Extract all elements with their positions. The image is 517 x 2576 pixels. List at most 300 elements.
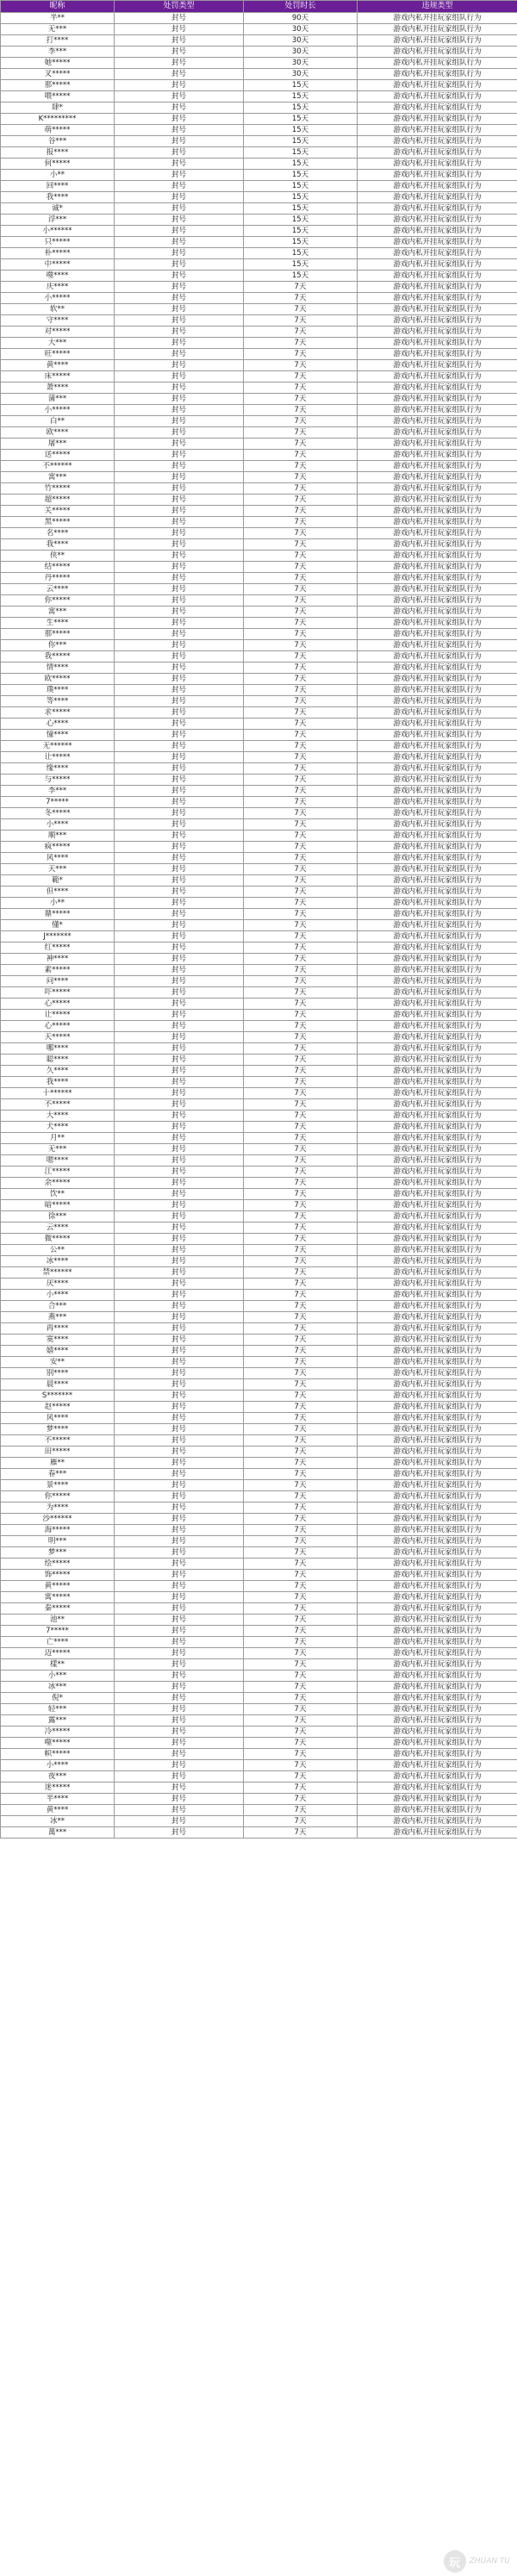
table-row (1, 1794, 517, 1805)
table-row (1, 1357, 517, 1368)
cell-penalty-type: 封号 (115, 1458, 244, 1469)
table-row (1, 472, 517, 483)
cell-violation-type: 游戏内私开挂玩家组队行为 (358, 1794, 517, 1805)
table-row (1, 114, 517, 125)
cell-penalty-type: 封号 (115, 248, 244, 259)
table-row (1, 1704, 517, 1715)
cell-nickname: 她***** (1, 58, 115, 69)
cell-penalty-duration: 7天 (244, 1727, 358, 1738)
cell-violation-type: 游戏内私开挂玩家组队行为 (358, 506, 517, 517)
cell-penalty-duration: 7天 (244, 584, 358, 595)
cell-nickname: 冰**** (1, 1256, 115, 1267)
cell-violation-type: 游戏内私开挂玩家组队行为 (358, 1659, 517, 1671)
cell-penalty-type: 封号 (115, 1637, 244, 1648)
cell-violation-type: 游戏内私开挂玩家组队行为 (358, 943, 517, 954)
cell-penalty-duration: 7天 (244, 1704, 358, 1715)
cell-nickname: 无*** (1, 24, 115, 35)
cell-penalty-duration: 7天 (244, 461, 358, 472)
cell-penalty-type: 封号 (115, 1816, 244, 1827)
cell-nickname: 久**** (1, 1066, 115, 1077)
table-row (1, 1189, 517, 1200)
cell-penalty-type: 封号 (115, 416, 244, 427)
cell-penalty-duration: 7天 (244, 1021, 358, 1032)
cell-violation-type: 游戏内私开挂玩家组队行为 (358, 517, 517, 528)
cell-violation-type: 游戏内私开挂玩家组队行为 (358, 1816, 517, 1827)
cell-violation-type: 游戏内私开挂玩家组队行为 (358, 483, 517, 495)
cell-violation-type: 游戏内私开挂玩家组队行为 (358, 237, 517, 248)
cell-nickname: 心***** (1, 999, 115, 1010)
cell-penalty-duration: 7天 (244, 1290, 358, 1301)
cell-nickname: 再**** (1, 1323, 115, 1335)
cell-penalty-duration: 7天 (244, 1122, 358, 1133)
table-row (1, 1413, 517, 1424)
cell-penalty-duration: 7天 (244, 1391, 358, 1402)
cell-penalty-duration: 7天 (244, 1491, 358, 1503)
cell-penalty-type: 封号 (115, 1794, 244, 1805)
cell-nickname: 李*** (1, 47, 115, 58)
cell-violation-type: 游戏内私开挂玩家组队行为 (358, 1088, 517, 1099)
cell-violation-type: 游戏内私开挂玩家组队行为 (358, 80, 517, 91)
cell-penalty-duration: 7天 (244, 1581, 358, 1592)
cell-penalty-duration: 7天 (244, 371, 358, 383)
cell-penalty-type: 封号 (115, 1413, 244, 1424)
table-row (1, 1738, 517, 1749)
cell-nickname: 问**** (1, 976, 115, 987)
cell-penalty-duration: 7天 (244, 495, 358, 506)
cell-penalty-duration: 7天 (244, 472, 358, 483)
table-row (1, 1424, 517, 1435)
cell-nickname: 对***** (1, 327, 115, 338)
cell-penalty-type: 封号 (115, 1536, 244, 1547)
cell-penalty-duration: 7天 (244, 427, 358, 439)
cell-violation-type: 游戏内私开挂玩家组队行为 (358, 528, 517, 539)
cell-penalty-duration: 7天 (244, 1402, 358, 1413)
cell-penalty-duration: 7天 (244, 1480, 358, 1491)
cell-penalty-duration: 15天 (244, 170, 358, 181)
cell-penalty-type: 封号 (115, 1032, 244, 1043)
watermark-logo-icon: 玩 (444, 2550, 466, 2573)
cell-violation-type: 游戏内私开挂玩家组队行为 (358, 1234, 517, 1245)
cell-violation-type: 游戏内私开挂玩家组队行为 (358, 1189, 517, 1200)
cell-penalty-duration: 15天 (244, 125, 358, 136)
cell-nickname: 欧***** (1, 674, 115, 685)
cell-violation-type: 游戏内私开挂玩家组队行为 (358, 1312, 517, 1323)
table-row (1, 931, 517, 943)
cell-penalty-duration: 7天 (244, 741, 358, 752)
cell-violation-type: 游戏内私开挂玩家组队行为 (358, 1335, 517, 1346)
cell-violation-type: 游戏内私开挂玩家组队行为 (358, 1682, 517, 1693)
table-row (1, 987, 517, 999)
cell-violation-type: 游戏内私开挂玩家组队行为 (358, 69, 517, 80)
cell-penalty-duration: 7天 (244, 887, 358, 898)
cell-penalty-duration: 7天 (244, 517, 358, 528)
table-row (1, 1693, 517, 1704)
cell-penalty-duration: 7天 (244, 1469, 358, 1480)
cell-penalty-duration: 7天 (244, 1816, 358, 1827)
cell-penalty-duration: 7天 (244, 786, 358, 797)
cell-violation-type: 游戏内私开挂玩家组队行为 (358, 1547, 517, 1559)
cell-nickname: 中***** (1, 259, 115, 271)
cell-violation-type: 游戏内私开挂玩家组队行为 (358, 562, 517, 573)
table-row (1, 1536, 517, 1547)
cell-nickname: 景**** (1, 1480, 115, 1491)
cell-nickname: 白** (1, 416, 115, 427)
cell-penalty-type: 封号 (115, 976, 244, 987)
cell-penalty-duration: 7天 (244, 618, 358, 629)
cell-penalty-type: 封号 (115, 405, 244, 416)
cell-penalty-duration: 7天 (244, 595, 358, 607)
cell-penalty-type: 封号 (115, 898, 244, 909)
cell-penalty-duration: 7天 (244, 349, 358, 360)
cell-nickname: 冷***** (1, 1727, 115, 1738)
cell-penalty-type: 封号 (115, 159, 244, 170)
cell-violation-type: 游戏内私开挂玩家组队行为 (358, 450, 517, 461)
cell-penalty-type: 封号 (115, 1290, 244, 1301)
cell-penalty-type: 封号 (115, 1155, 244, 1167)
table-row (1, 13, 517, 24)
cell-penalty-duration: 7天 (244, 965, 358, 976)
cell-nickname: 叉***** (1, 69, 115, 80)
cell-penalty-duration: 7天 (244, 1256, 358, 1267)
table-row (1, 607, 517, 618)
cell-penalty-duration: 7天 (244, 1715, 358, 1727)
cell-penalty-duration: 7天 (244, 1346, 358, 1357)
cell-violation-type: 游戏内私开挂玩家组队行为 (358, 595, 517, 607)
cell-penalty-type: 封号 (115, 1167, 244, 1178)
cell-penalty-type: 封号 (115, 203, 244, 215)
table-row (1, 170, 517, 181)
cell-nickname: 软** (1, 304, 115, 315)
cell-nickname: 让***** (1, 1010, 115, 1021)
cell-violation-type: 游戏内私开挂玩家组队行为 (358, 24, 517, 35)
cell-nickname: 谷*** (1, 136, 115, 147)
cell-nickname: 吓***** (1, 987, 115, 999)
cell-nickname: 寞**** (1, 1335, 115, 1346)
cell-nickname: 江***** (1, 1167, 115, 1178)
cell-nickname: 噬**** (1, 271, 115, 282)
cell-penalty-duration: 7天 (244, 1760, 358, 1771)
cell-penalty-duration: 30天 (244, 47, 358, 58)
cell-penalty-duration: 7天 (244, 1592, 358, 1603)
cell-nickname: 守**** (1, 315, 115, 327)
cell-nickname: 寓*** (1, 607, 115, 618)
table-row (1, 741, 517, 752)
cell-penalty-duration: 7天 (244, 1659, 358, 1671)
cell-violation-type: 游戏内私开挂玩家组队行为 (358, 819, 517, 831)
cell-violation-type: 游戏内私开挂玩家组队行为 (358, 663, 517, 674)
table-row (1, 819, 517, 831)
table-row (1, 976, 517, 987)
cell-penalty-type: 封号 (115, 215, 244, 226)
cell-penalty-duration: 7天 (244, 1133, 358, 1144)
cell-penalty-type: 封号 (115, 439, 244, 450)
table-row (1, 719, 517, 730)
cell-penalty-type: 封号 (115, 1659, 244, 1671)
cell-nickname: 我**** (1, 539, 115, 551)
table-row (1, 1211, 517, 1223)
cell-violation-type: 游戏内私开挂玩家组队行为 (358, 1592, 517, 1603)
cell-penalty-duration: 7天 (244, 864, 358, 875)
cell-nickname: 冰** (1, 1816, 115, 1827)
table-row (1, 651, 517, 663)
cell-penalty-duration: 7天 (244, 954, 358, 965)
cell-violation-type: 游戏内私开挂玩家组队行为 (358, 472, 517, 483)
table-row (1, 1178, 517, 1189)
table-row (1, 1379, 517, 1391)
cell-penalty-type: 封号 (115, 1447, 244, 1458)
table-row (1, 1133, 517, 1144)
cell-violation-type: 游戏内私开挂玩家组队行为 (358, 1469, 517, 1480)
cell-nickname: 风**** (1, 1413, 115, 1424)
cell-penalty-type: 封号 (115, 1346, 244, 1357)
cell-nickname: 顺*** (1, 831, 115, 842)
cell-nickname: 寓*** (1, 472, 115, 483)
table-row (1, 1760, 517, 1771)
cell-penalty-type: 封号 (115, 1760, 244, 1771)
cell-penalty-duration: 7天 (244, 1066, 358, 1077)
cell-violation-type: 游戏内私开挂玩家组队行为 (358, 58, 517, 69)
cell-penalty-type: 封号 (115, 629, 244, 640)
cell-penalty-type: 封号 (115, 181, 244, 192)
cell-penalty-duration: 7天 (244, 1603, 358, 1615)
cell-penalty-duration: 15天 (244, 147, 358, 159)
table-row (1, 371, 517, 383)
cell-penalty-type: 封号 (115, 394, 244, 405)
table-row (1, 282, 517, 293)
cell-nickname: 禁****** (1, 1267, 115, 1279)
cell-penalty-type: 封号 (115, 1256, 244, 1267)
table-row (1, 1279, 517, 1290)
cell-nickname: 安** (1, 1357, 115, 1368)
cell-violation-type: 游戏内私开挂玩家组队行为 (358, 1167, 517, 1178)
cell-penalty-type: 封号 (115, 786, 244, 797)
table-row (1, 1267, 517, 1279)
table-row (1, 943, 517, 954)
cell-penalty-duration: 15天 (244, 271, 358, 282)
cell-nickname: 肆* (1, 103, 115, 114)
cell-nickname: 不***** (1, 1435, 115, 1447)
cell-violation-type: 游戏内私开挂玩家组队行为 (358, 1032, 517, 1043)
table-row (1, 349, 517, 360)
cell-nickname: 我***** (1, 651, 115, 663)
cell-penalty-type: 封号 (115, 808, 244, 819)
table-row (1, 1671, 517, 1682)
header-row (1, 1, 517, 13)
table-row (1, 1223, 517, 1234)
cell-nickname: 李*** (1, 786, 115, 797)
cell-nickname: 黄**** (1, 1805, 115, 1816)
cell-nickname: 心***** (1, 1021, 115, 1032)
cell-nickname: 十****** (1, 1088, 115, 1099)
cell-penalty-type: 封号 (115, 1312, 244, 1323)
table-row (1, 226, 517, 237)
cell-nickname: 明*** (1, 1536, 115, 1547)
cell-penalty-duration: 7天 (244, 1032, 358, 1043)
cell-penalty-type: 封号 (115, 663, 244, 674)
cell-nickname: 迷***** (1, 1783, 115, 1794)
cell-violation-type: 游戏内私开挂玩家组队行为 (358, 1615, 517, 1626)
cell-nickname: 绘***** (1, 1559, 115, 1570)
cell-penalty-type: 封号 (115, 360, 244, 371)
cell-penalty-duration: 7天 (244, 987, 358, 999)
cell-violation-type: 游戏内私开挂玩家组队行为 (358, 842, 517, 853)
cell-penalty-type: 封号 (115, 539, 244, 551)
cell-penalty-type: 封号 (115, 1592, 244, 1603)
cell-penalty-type: 封号 (115, 965, 244, 976)
cell-penalty-type: 封号 (115, 887, 244, 898)
cell-nickname: 樣** (1, 1659, 115, 1671)
cell-violation-type: 游戏内私开挂玩家组队行为 (358, 629, 517, 640)
cell-nickname: 晨**** (1, 1379, 115, 1391)
cell-violation-type: 游戏内私开挂玩家组队行为 (358, 293, 517, 304)
cell-penalty-type: 封号 (115, 13, 244, 24)
table-row (1, 405, 517, 416)
cell-nickname: 诚* (1, 203, 115, 215)
cell-violation-type: 游戏内私开挂玩家组队行为 (358, 114, 517, 125)
cell-penalty-duration: 7天 (244, 1525, 358, 1536)
cell-nickname: 不****** (1, 461, 115, 472)
cell-nickname: 神**** (1, 954, 115, 965)
cell-nickname: 沙****** (1, 1514, 115, 1525)
cell-penalty-type: 封号 (115, 528, 244, 539)
table-row (1, 1659, 517, 1671)
cell-penalty-type: 封号 (115, 259, 244, 271)
cell-nickname: 朴***** (1, 248, 115, 259)
cell-penalty-duration: 7天 (244, 528, 358, 539)
cell-nickname: 回**** (1, 181, 115, 192)
cell-penalty-duration: 7天 (244, 1637, 358, 1648)
cell-nickname: 亡**** (1, 1637, 115, 1648)
cell-violation-type: 游戏内私开挂玩家组队行为 (358, 416, 517, 427)
cell-penalty-type: 封号 (115, 1021, 244, 1032)
cell-violation-type: 游戏内私开挂玩家组队行为 (358, 1749, 517, 1760)
cell-penalty-duration: 15天 (244, 237, 358, 248)
cell-penalty-duration: 7天 (244, 1043, 358, 1055)
table-row (1, 1167, 517, 1178)
cell-penalty-type: 封号 (115, 1771, 244, 1783)
cell-penalty-duration: 7天 (244, 293, 358, 304)
cell-penalty-duration: 7天 (244, 360, 358, 371)
cell-penalty-duration: 7天 (244, 1682, 358, 1693)
cell-penalty-duration: 7天 (244, 327, 358, 338)
table-row (1, 1010, 517, 1021)
cell-violation-type: 游戏内私开挂玩家组队行为 (358, 327, 517, 338)
table-row (1, 618, 517, 629)
cell-violation-type: 游戏内私开挂玩家组队行为 (358, 1178, 517, 1189)
cell-nickname: 萌***** (1, 125, 115, 136)
cell-nickname: 天***** (1, 1032, 115, 1043)
cell-nickname: 萧**** (1, 383, 115, 394)
cell-nickname: 云**** (1, 1223, 115, 1234)
cell-penalty-type: 封号 (115, 909, 244, 920)
cell-penalty-duration: 7天 (244, 1648, 358, 1659)
cell-penalty-type: 封号 (115, 931, 244, 943)
table-row (1, 1402, 517, 1413)
cell-penalty-duration: 7天 (244, 999, 358, 1010)
table-row (1, 1592, 517, 1603)
table-row (1, 24, 517, 35)
cell-penalty-type: 封号 (115, 1693, 244, 1704)
cell-penalty-duration: 7天 (244, 1223, 358, 1234)
cell-nickname: 池** (1, 1615, 115, 1626)
table-row (1, 181, 517, 192)
cell-nickname: 小**** (1, 1760, 115, 1771)
table-row (1, 707, 517, 719)
table-row (1, 360, 517, 371)
cell-nickname: 等**** (1, 696, 115, 707)
cell-nickname: 半**** (1, 1794, 115, 1805)
cell-penalty-duration: 7天 (244, 842, 358, 853)
cell-nickname: 梦**** (1, 1424, 115, 1435)
cell-penalty-duration: 30天 (244, 35, 358, 47)
cell-violation-type: 游戏内私开挂玩家组队行为 (358, 1447, 517, 1458)
cell-penalty-duration: 7天 (244, 819, 358, 831)
cell-penalty-type: 封号 (115, 987, 244, 999)
table-row (1, 752, 517, 763)
cell-penalty-type: 封号 (115, 1570, 244, 1581)
cell-violation-type: 游戏内私开挂玩家组队行为 (358, 159, 517, 170)
table-row (1, 797, 517, 808)
cell-violation-type: 游戏内私开挂玩家组队行为 (358, 1413, 517, 1424)
cell-violation-type: 游戏内私开挂玩家组队行为 (358, 685, 517, 696)
cell-violation-type: 游戏内私开挂玩家组队行为 (358, 1077, 517, 1088)
cell-nickname: 春*** (1, 1469, 115, 1480)
table-row (1, 327, 517, 338)
cell-penalty-duration: 7天 (244, 976, 358, 987)
cell-nickname: 欧**** (1, 427, 115, 439)
cell-violation-type: 游戏内私开挂玩家组队行为 (358, 1066, 517, 1077)
cell-penalty-type: 封号 (115, 1738, 244, 1749)
cell-penalty-type: 封号 (115, 1301, 244, 1312)
cell-penalty-type: 封号 (115, 1503, 244, 1514)
cell-penalty-type: 封号 (115, 1189, 244, 1200)
cell-nickname: 云**** (1, 584, 115, 595)
cell-nickname: 庆**** (1, 282, 115, 293)
table-row (1, 271, 517, 282)
cell-nickname: 黑***** (1, 517, 115, 528)
cell-penalty-duration: 7天 (244, 1805, 358, 1816)
cell-penalty-duration: 7天 (244, 1010, 358, 1021)
table-row (1, 1234, 517, 1245)
cell-penalty-type: 封号 (115, 1055, 244, 1066)
cell-penalty-type: 封号 (115, 170, 244, 181)
cell-nickname: 雁** (1, 1458, 115, 1469)
cell-penalty-type: 封号 (115, 1626, 244, 1637)
cell-penalty-duration: 7天 (244, 439, 358, 450)
cell-penalty-duration: 30天 (244, 58, 358, 69)
cell-nickname: 倪* (1, 1693, 115, 1704)
cell-violation-type: 游戏内私开挂玩家组队行为 (358, 786, 517, 797)
cell-violation-type: 游戏内私开挂玩家组队行为 (358, 1704, 517, 1715)
cell-violation-type: 游戏内私开挂玩家组队行为 (358, 259, 517, 271)
table-row (1, 293, 517, 304)
cell-penalty-duration: 7天 (244, 1312, 358, 1323)
cell-penalty-type: 封号 (115, 1525, 244, 1536)
cell-penalty-type: 封号 (115, 1827, 244, 1839)
table-row (1, 1503, 517, 1514)
table-row (1, 1749, 517, 1760)
cell-penalty-duration: 7天 (244, 808, 358, 819)
cell-violation-type: 游戏内私开挂玩家组队行为 (358, 1379, 517, 1391)
cell-violation-type: 游戏内私开挂玩家组队行为 (358, 383, 517, 394)
cell-penalty-duration: 7天 (244, 730, 358, 741)
cell-penalty-type: 封号 (115, 1267, 244, 1279)
cell-penalty-duration: 7天 (244, 875, 358, 887)
table-row (1, 1637, 517, 1648)
cell-nickname: 情**** (1, 663, 115, 674)
cell-nickname: 燕*** (1, 1312, 115, 1323)
cell-violation-type: 游戏内私开挂玩家组队行为 (358, 1055, 517, 1066)
